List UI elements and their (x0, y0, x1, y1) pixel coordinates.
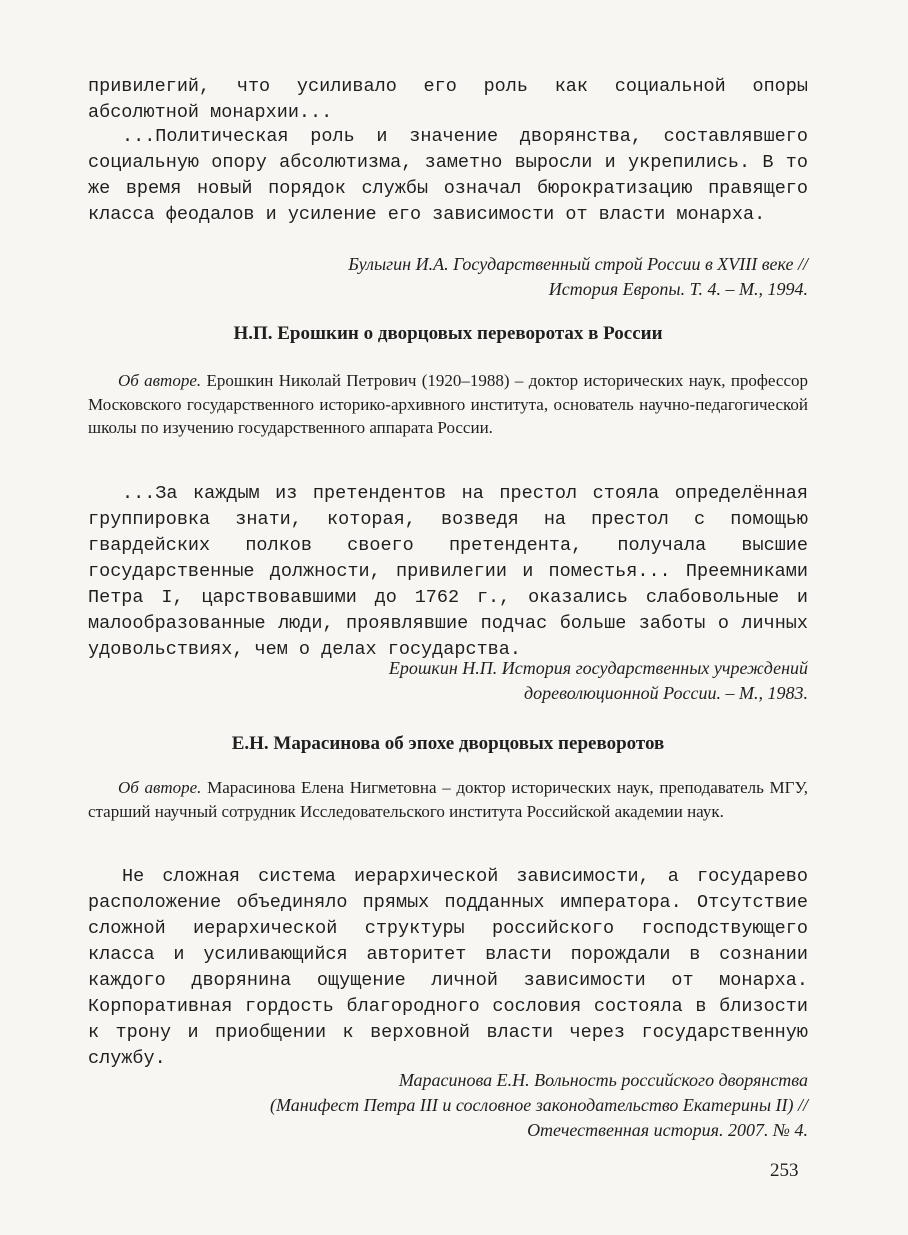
citation-line: дореволюционной России. – М., 1983. (524, 683, 808, 703)
page-number: 253 (770, 1160, 799, 1181)
citation-line: (Манифест Петра III и сословное законодательство Екатерины II) // (269, 1095, 808, 1115)
section-heading-marasinova: Е.Н. Марасинова об эпохе дворцовых переворотов (231, 733, 665, 754)
about-author-marasinova (88, 776, 808, 823)
citation-bulygin (88, 252, 808, 302)
paragraph-pretenders: ...За каждым из претендентов на престол стояла определённая группировка знати, которая, возведя на престол с помощью гвардейских полков своего претендента, получала высшие государственные должности, привилегии и поместья... Преемниками Петра I, царствовавшими до 1762 г., оказались слабовольные и малообразованные люди, проявлявшие подчас больше заботы о личных удовольствиях, чем о делах государства. (88, 483, 808, 660)
citation-line: Отечественная история. 2007. № 4. (527, 1120, 808, 1140)
about-label: Об авторе. (118, 371, 202, 390)
citation-eroshkin (88, 656, 808, 706)
about-text: Ерошкин Николай Петрович (1920–1988) – доктор исторических наук, профессор Московского государственного историко-архивного института, основатель научно-педагогической школы по изучению государственного аппарата России. (88, 371, 808, 437)
citation-line: Ерошкин Н.П. История государственных учреждений (388, 658, 808, 678)
about-text: Марасинова Елена Нигметовна – доктор исторических наук, преподаватель МГУ, старший научный сотрудник Исследовательского института Российской академии наук. (88, 778, 809, 821)
citation-line: История Европы. Т. 4. – М., 1994. (548, 279, 808, 299)
about-author-eroshkin (88, 369, 808, 440)
paragraph-nobility-role: ...Политическая роль и значение дворянства, составлявшего социальную опору абсолютизма, заметно выросли и укрепились. В то же время новый порядок службы означал бюрократизацию правящего класса феодалов и усиление его зависимости от власти монарха. (88, 126, 808, 225)
section-heading-eroshkin: Н.П. Ерошкин о дворцовых переворотах в России (233, 323, 663, 344)
paragraph-privileges: привилегий, что усиливало его роль как социальной опоры абсолютной монархии... (88, 76, 808, 123)
paragraph-hierarchy: Не сложная система иерархической зависимости, а государево расположение объединяло прямых подданных императора. Отсутствие сложной иерархической структуры российского господствующего класса и усиливающийся авторитет власти порождали в сознании каждого дворянина ощущение личной зависимости от монарха. Корпоративная гордость благородного сословия состояла в близости к трону и приобщении к верховной власти через государственную службу. (88, 866, 808, 1069)
citation-line: Булыгин И.А. Государственный строй России в XVIII веке // (348, 254, 808, 274)
about-label: Об авторе. (118, 778, 202, 797)
citation-line: Марасинова Е.Н. Вольность российского дворянства (398, 1070, 808, 1090)
citation-marasinova (88, 1068, 808, 1143)
